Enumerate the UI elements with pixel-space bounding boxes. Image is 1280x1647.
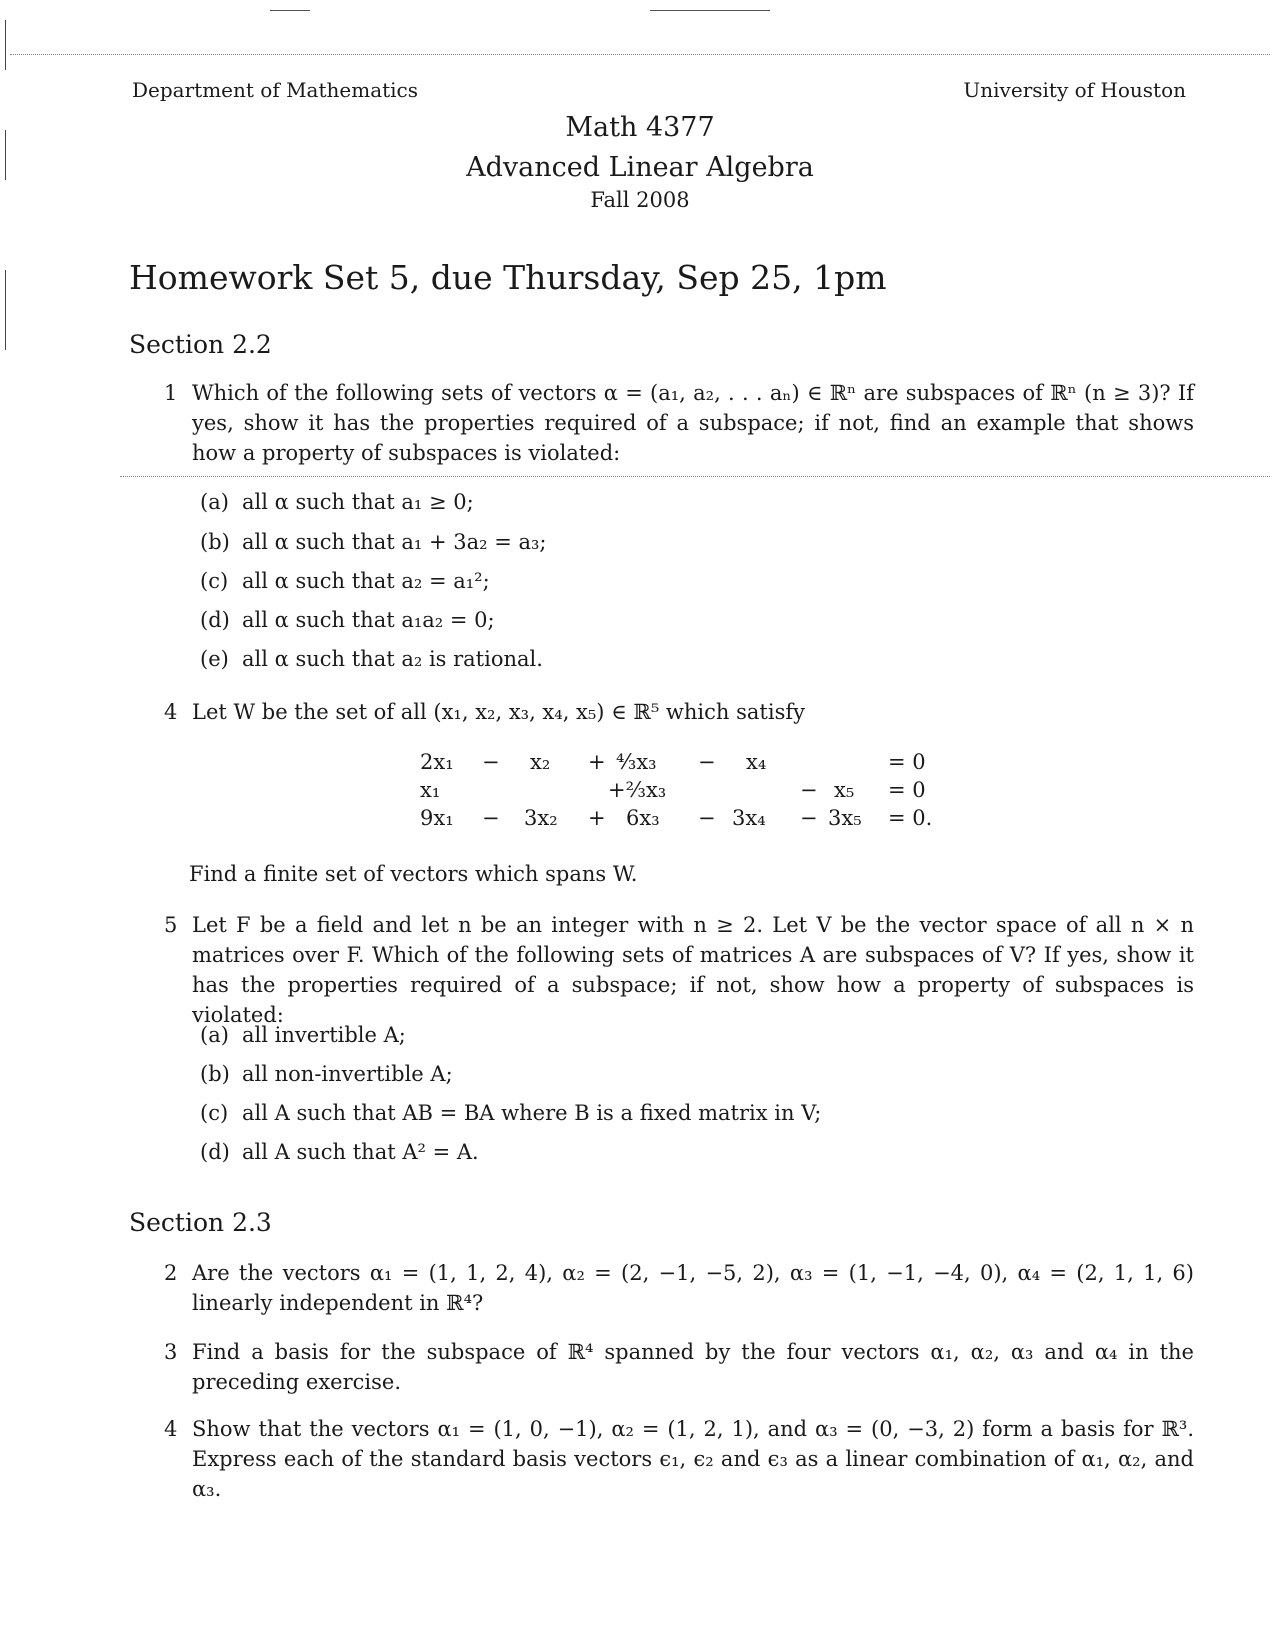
eq-op: − bbox=[482, 806, 500, 830]
item-text: all α such that a₁ + 3a₂ = a₃; bbox=[242, 530, 547, 554]
eq-rhs: = 0 bbox=[888, 750, 926, 774]
list-item bbox=[200, 1023, 406, 1047]
problem-number: 3 bbox=[164, 1340, 178, 1364]
eq-term: 3x₂ bbox=[524, 806, 558, 830]
problem bbox=[164, 1337, 1194, 1397]
eq-term: 2x₁ bbox=[420, 750, 454, 774]
scan-artifact-top-2 bbox=[650, 10, 770, 11]
eq-term: 3x₅ bbox=[828, 806, 862, 830]
problem-text: Which of the following sets of vectors α = (a₁, a₂, . . . aₙ) ∈ ℝⁿ are subspaces of ℝⁿ (n ≥ 3)? If yes, show it has the properties required of a subspace; if not, find an example that shows how a property of subspaces is violated: bbox=[192, 381, 1194, 465]
problem-number: 1 bbox=[164, 381, 178, 405]
problem bbox=[164, 910, 1194, 1030]
item-text: all α such that a₂ = a₁²; bbox=[242, 569, 490, 593]
eq-term: ⁴⁄₃x₃ bbox=[616, 750, 657, 774]
eq-term: 3x₄ bbox=[732, 806, 766, 830]
eq-op: + bbox=[588, 750, 606, 774]
item-text: all α such that a₂ is rational. bbox=[242, 647, 543, 671]
problem bbox=[164, 697, 1194, 727]
section-title: Section 2.3 bbox=[129, 1208, 272, 1237]
item-label: (d) bbox=[200, 1140, 230, 1164]
item-text: all α such that a₁a₂ = 0; bbox=[242, 608, 495, 632]
problem-number: 4 bbox=[164, 1417, 178, 1441]
problem-followup: Find a finite set of vectors which spans W. bbox=[189, 862, 638, 886]
problem-number: 4 bbox=[164, 700, 178, 724]
eq-op: − bbox=[800, 778, 818, 802]
list-item bbox=[200, 1062, 453, 1086]
term: Fall 2008 bbox=[590, 188, 690, 212]
eq-term: x₁ bbox=[420, 778, 441, 802]
item-text: all non-invertible A; bbox=[242, 1062, 453, 1086]
eq-term: x₂ bbox=[530, 750, 551, 774]
item-text: all A such that AB = BA where B is a fixed matrix in V; bbox=[242, 1101, 822, 1125]
eq-rhs: = 0 bbox=[888, 778, 926, 802]
scan-artifact-dotted-line-2 bbox=[120, 476, 1270, 477]
problem bbox=[164, 1258, 1194, 1318]
eq-op: − bbox=[698, 806, 716, 830]
eq-op: − bbox=[800, 806, 818, 830]
item-text: all A such that A² = A. bbox=[242, 1140, 479, 1164]
item-text: all α such that a₁ ≥ 0; bbox=[242, 490, 474, 514]
list-item bbox=[200, 608, 495, 632]
scan-artifact-dotted-line bbox=[10, 54, 1270, 55]
eq-term: 9x₁ bbox=[420, 806, 454, 830]
problem-text: Let F be a field and let n be an integer with n ≥ 2. Let V be the vector space of all n × n matrices over F. Which of the following sets of matrices A are subspaces of V? If yes, show it has the properties required of a subspace; if not, show how a property of subspaces is violated: bbox=[192, 913, 1194, 1027]
scan-artifact-top bbox=[270, 10, 310, 11]
item-label: (a) bbox=[200, 490, 229, 514]
problem-text: Let W be the set of all (x₁, x₂, x₃, x₄, x₅) ∈ ℝ⁵ which satisfy bbox=[192, 700, 805, 724]
list-item bbox=[200, 1101, 821, 1125]
eq-term: +²⁄₃x₃ bbox=[608, 778, 667, 802]
item-label: (e) bbox=[200, 647, 229, 671]
item-label: (a) bbox=[200, 1023, 229, 1047]
item-label: (b) bbox=[200, 530, 230, 554]
scan-artifact-margin-3 bbox=[5, 270, 6, 350]
homework-title: Homework Set 5, due Thursday, Sep 25, 1pm bbox=[129, 258, 887, 297]
item-label: (c) bbox=[200, 1101, 229, 1125]
problem-number: 5 bbox=[164, 913, 178, 937]
eq-op: + bbox=[588, 806, 606, 830]
item-label: (c) bbox=[200, 569, 229, 593]
list-item bbox=[200, 490, 474, 514]
eq-op: − bbox=[482, 750, 500, 774]
list-item bbox=[200, 647, 543, 671]
problem-number: 2 bbox=[164, 1261, 178, 1285]
item-label: (d) bbox=[200, 608, 230, 632]
list-item bbox=[200, 569, 490, 593]
problem bbox=[164, 1414, 1194, 1504]
eq-rhs: = 0. bbox=[888, 806, 933, 830]
section-title: Section 2.2 bbox=[129, 330, 272, 359]
problem-text: Show that the vectors α₁ = (1, 0, −1), α₂ = (1, 2, 1), and α₃ = (0, −3, 2) form a basis for ℝ³. Express each of the standard basis vectors ϵ₁, ϵ₂ and ϵ₃ as a linear combination of α₁, α₂, and α₃. bbox=[192, 1417, 1194, 1501]
item-text: all invertible A; bbox=[242, 1023, 406, 1047]
list-item bbox=[200, 530, 547, 554]
university-label: University of Houston bbox=[963, 78, 1186, 102]
department-label: Department of Mathematics bbox=[132, 78, 419, 102]
course-number: Math 4377 bbox=[565, 112, 715, 143]
eq-term: 6x₃ bbox=[626, 806, 660, 830]
problem-text: Are the vectors α₁ = (1, 1, 2, 4), α₂ = (2, −1, −5, 2), α₃ = (1, −1, −4, 0), α₄ = (2, 1, 1, 6) linearly independent in ℝ⁴? bbox=[192, 1261, 1194, 1315]
list-item bbox=[200, 1140, 479, 1164]
eq-op: − bbox=[698, 750, 716, 774]
item-label: (b) bbox=[200, 1062, 230, 1086]
eq-term: x₅ bbox=[834, 778, 855, 802]
problem bbox=[164, 378, 1194, 468]
eq-term: x₄ bbox=[746, 750, 767, 774]
problem-text: Find a basis for the subspace of ℝ⁴ spanned by the four vectors α₁, α₂, α₃ and α₄ in the preceding exercise. bbox=[192, 1340, 1194, 1394]
scan-artifact-margin bbox=[5, 20, 6, 70]
course-title: Advanced Linear Algebra bbox=[466, 152, 814, 183]
